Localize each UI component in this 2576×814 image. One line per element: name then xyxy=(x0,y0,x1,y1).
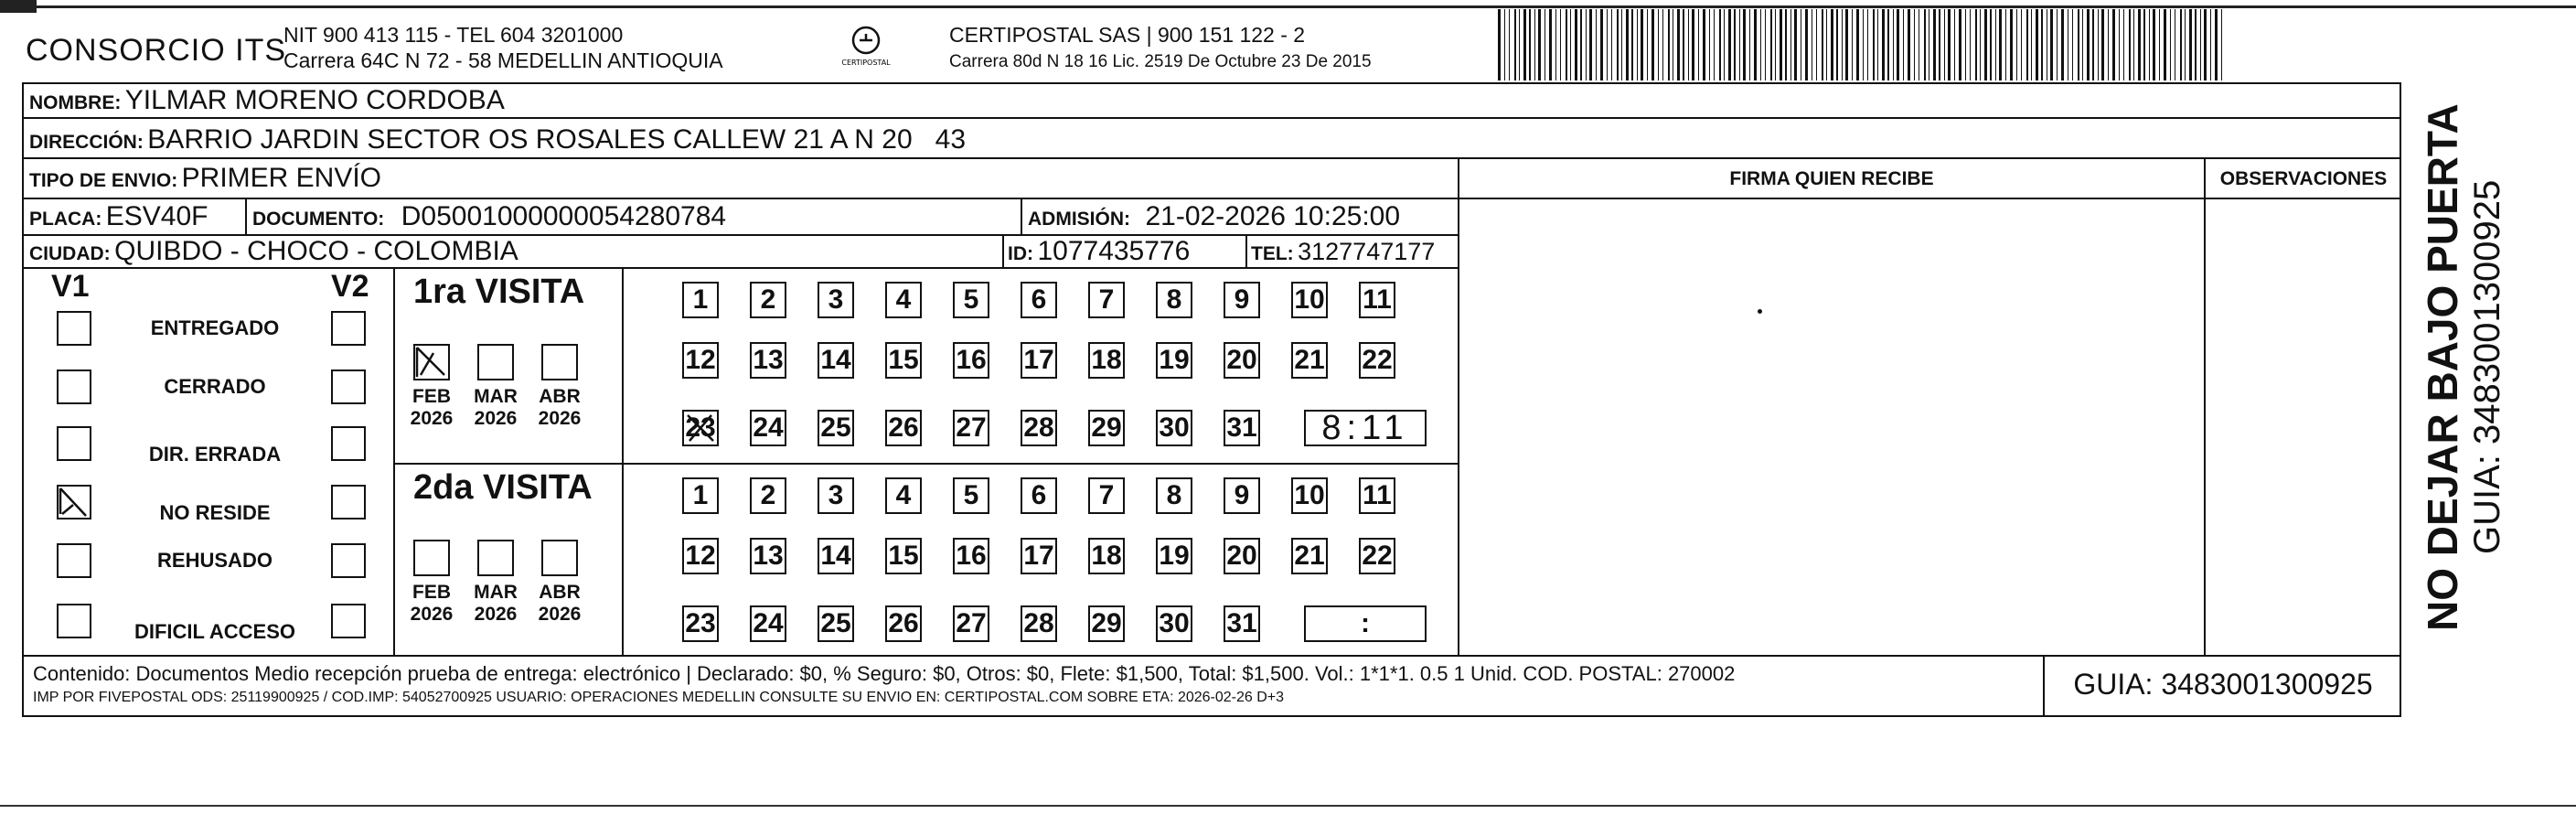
tel-label: TEL: xyxy=(1251,243,1294,264)
visit2-day-16[interactable]: 16 xyxy=(953,538,989,574)
visit2-day-14[interactable]: 14 xyxy=(818,538,854,574)
side-guia: GUIA: 3483001300925 xyxy=(2467,179,2507,554)
barcode-bar xyxy=(2185,9,2186,80)
certipostal-logo xyxy=(834,22,898,73)
month-name: MAR xyxy=(474,582,518,603)
barcode-bar xyxy=(1975,9,1977,80)
barcode-bar xyxy=(2129,9,2131,80)
barcode-bar xyxy=(2072,9,2073,80)
visit1-day-30[interactable]: 30 xyxy=(1156,410,1192,446)
no-dejar-warning: NO DEJAR BAJO PUERTA xyxy=(2419,103,2466,631)
barcode-bar xyxy=(1845,9,1848,80)
visit2-day-6[interactable]: 6 xyxy=(1021,477,1057,514)
barcode-bar xyxy=(1621,9,1622,80)
barcode-bar xyxy=(2082,9,2083,80)
v1-checkbox-3[interactable] xyxy=(57,426,91,461)
barcode-bar xyxy=(1908,9,1910,80)
visit2-time-box[interactable]: : xyxy=(1304,605,1427,642)
barcode-bar xyxy=(2101,9,2104,80)
barcode-bar xyxy=(1882,9,1885,80)
month-year: 2026 xyxy=(410,408,454,429)
barcode-bar xyxy=(1688,9,1689,80)
v2-checkbox-2[interactable] xyxy=(331,370,366,404)
barcode-bar xyxy=(1954,9,1955,80)
month-name: ABR xyxy=(539,386,581,407)
day-number: 23 xyxy=(685,412,716,443)
barcode-bar xyxy=(2031,9,2032,80)
visit2-day-15[interactable]: 15 xyxy=(885,538,922,574)
barcode-bar xyxy=(1856,9,1859,80)
barcode-bar xyxy=(1933,9,1936,80)
barcode-bar xyxy=(2221,9,2222,80)
visit1-day-5[interactable]: 5 xyxy=(953,282,989,318)
placa-value: ESV40F xyxy=(105,201,208,231)
barcode-bar xyxy=(1714,9,1715,80)
company-address: Carrera 64C N 72 - 58 MEDELLIN ANTIOQUIA xyxy=(283,48,723,72)
barcode-bar xyxy=(1903,9,1904,80)
barcode-bar xyxy=(1995,9,1996,80)
barcode-bar xyxy=(1555,9,1556,80)
barcode-bar xyxy=(1887,9,1889,80)
visit1-day-4[interactable]: 4 xyxy=(885,282,922,318)
barcode-bar xyxy=(1514,9,1516,80)
nombre-label: NOMBRE: xyxy=(29,92,122,113)
barcode-bar xyxy=(1570,9,1571,80)
visit2-day-28[interactable]: 28 xyxy=(1021,605,1057,642)
visit2-day-26[interactable]: 26 xyxy=(885,605,922,642)
barcode-bar xyxy=(2112,9,2115,80)
month-year: 2026 xyxy=(474,408,518,429)
barcode-bar xyxy=(1709,9,1710,80)
top-border xyxy=(0,5,2576,8)
visit1-month-mar-checkbox[interactable] xyxy=(477,344,514,380)
barcode-bar xyxy=(2149,9,2150,80)
barcode-bar xyxy=(1611,9,1612,80)
tipo-label: TIPO DE ENVIO: xyxy=(29,170,178,191)
visit2-month-feb-checkbox[interactable] xyxy=(413,540,450,576)
barcode-bar xyxy=(1924,9,1926,80)
visit2-day-18[interactable]: 18 xyxy=(1088,538,1125,574)
barcode-bar xyxy=(1566,9,1567,80)
barcode-bar xyxy=(1560,9,1561,80)
barcode-bar xyxy=(1647,9,1648,80)
barcode-bar xyxy=(1600,9,1603,80)
visit2-day-30[interactable]: 30 xyxy=(1156,605,1192,642)
barcode-bar xyxy=(1677,9,1680,80)
barcode-bar xyxy=(2108,9,2109,80)
barcode-bar xyxy=(1984,9,1987,80)
tel-row xyxy=(1251,238,1435,266)
placa-row xyxy=(29,201,208,232)
barcode-bar xyxy=(1893,9,1894,80)
v1-header: V1 xyxy=(51,269,90,304)
status-label-5: REHUSADO xyxy=(157,549,273,572)
id-label: ID: xyxy=(1008,243,1033,264)
barcode-bar xyxy=(1504,9,1505,80)
direccion-label: DIRECCIÓN: xyxy=(29,132,144,153)
barcode-bar xyxy=(1739,9,1740,80)
row-divider xyxy=(22,157,2401,159)
barcode-bar xyxy=(1519,9,1520,80)
barcode-bar xyxy=(1538,9,1541,80)
visit2-day-20[interactable]: 20 xyxy=(1224,538,1260,574)
month-year: 2026 xyxy=(538,604,582,625)
v2-checkbox-1[interactable] xyxy=(331,311,366,346)
barcode-bar xyxy=(2092,9,2094,80)
barcode-bar xyxy=(1651,9,1654,80)
barcode-bar xyxy=(1662,9,1663,80)
barcode-bar xyxy=(2138,9,2141,80)
col-divider xyxy=(1458,157,1459,657)
visit2-month-abr-checkbox[interactable] xyxy=(541,540,578,576)
admision-label: ADMISIÓN: xyxy=(1028,209,1130,230)
visit2-day-4[interactable]: 4 xyxy=(885,477,922,514)
barcode-bar xyxy=(1724,9,1725,80)
company-nit: NIT 900 413 115 - TEL 604 3201000 xyxy=(283,23,624,47)
nombre-value: YILMAR MORENO CORDOBA xyxy=(124,85,505,115)
visit2-day-23[interactable]: 23 xyxy=(682,605,719,642)
barcode-bar xyxy=(1596,9,1597,80)
visit1-day-31[interactable]: 31 xyxy=(1224,410,1260,446)
visit1-month-label xyxy=(468,386,523,430)
month-year: 2026 xyxy=(410,604,454,625)
visit1-day-16[interactable]: 16 xyxy=(953,342,989,379)
barcode-bar xyxy=(1749,9,1750,80)
status-label-6: DIFICIL ACCESO xyxy=(134,620,295,643)
barcode-bar xyxy=(1692,9,1694,80)
visit1-day-29[interactable]: 29 xyxy=(1088,410,1125,446)
barcode-bar xyxy=(2204,9,2207,80)
barcode-bar xyxy=(1668,9,1670,80)
placa-label: PLACA: xyxy=(29,209,102,230)
visit1-month-label xyxy=(404,386,459,430)
v2-checkbox-5[interactable] xyxy=(331,543,366,578)
barcode-bar xyxy=(2087,9,2090,80)
visit1-day-17[interactable]: 17 xyxy=(1021,342,1057,379)
certipostal-address: Carrera 80d N 18 16 Lic. 2519 De Octubre 23 De 2015 xyxy=(949,52,1372,71)
barcode-bar xyxy=(2026,9,2028,80)
v1-checkbox-5[interactable] xyxy=(57,543,91,578)
barcode-bar xyxy=(1523,9,1526,80)
signature-dot xyxy=(1758,309,1762,314)
visit2-day-25[interactable]: 25 xyxy=(818,605,854,642)
visit1-day-19[interactable]: 19 xyxy=(1156,342,1192,379)
visit2-day-5[interactable]: 5 xyxy=(953,477,989,514)
visit2-day-19[interactable]: 19 xyxy=(1156,538,1192,574)
status-label-2: CERRADO xyxy=(164,375,266,398)
firma-header: FIRMA QUIEN RECIBE xyxy=(1729,168,1934,189)
barcode-bar xyxy=(1637,9,1638,80)
barcode-bar xyxy=(1863,9,1864,80)
barcode-bar xyxy=(1703,9,1705,80)
barcode-bar xyxy=(2164,9,2166,80)
visit1-day-20[interactable]: 20 xyxy=(1224,342,1260,379)
visit2-day-22[interactable]: 22 xyxy=(1359,538,1395,574)
barcode-bar xyxy=(2215,9,2218,80)
barcode-bar xyxy=(1826,9,1827,80)
v1-checkbox-4[interactable] xyxy=(57,485,91,519)
barcode-bar xyxy=(1509,9,1510,80)
barcode-bar xyxy=(2119,9,2120,80)
barcode-bar xyxy=(1897,9,1899,80)
visit1-day-15[interactable]: 15 xyxy=(885,342,922,379)
barcode-bar xyxy=(1970,9,1971,80)
barcode-bar xyxy=(1877,9,1878,80)
visit1-month-feb-checkbox[interactable] xyxy=(413,344,450,380)
id-row xyxy=(1008,236,1190,267)
visit2-month-label xyxy=(404,582,459,626)
row-divider xyxy=(22,198,2401,199)
direccion-value: BARRIO JARDIN SECTOR OS ROSALES CALLEW 21 A N 20 43 xyxy=(147,124,967,155)
barcode-bar xyxy=(1790,9,1791,80)
visit2-month-label xyxy=(468,582,523,626)
barcode-bar xyxy=(1990,9,1992,80)
ciudad-row xyxy=(29,236,518,267)
barcode-bar xyxy=(2057,9,2058,80)
barcode-bar xyxy=(1939,9,1940,80)
status-label-4: NO RESIDE xyxy=(159,501,271,524)
admision-row xyxy=(1028,201,1400,232)
footer-imp: IMP POR FIVEPOSTAL ODS: 25119900925 / COD.IMP: 54052700925 USUARIO: OPERACIONES MEDELLIN CONSULTE SU ENVIO EN: CERTIPOSTAL.COM SOBRE ETA: 2026-02-26 D+3 xyxy=(33,690,1285,705)
visit1-day-24[interactable]: 24 xyxy=(750,410,786,446)
visit1-day-28[interactable]: 28 xyxy=(1021,410,1057,446)
visit-title-1: 1ra VISITA xyxy=(413,273,585,311)
footer-contenido: Contenido: Documentos Medio recepción prueba de entrega: electrónico | Declarado: $0, % Seguro: $0, Otros: $0, Flete: $1,500, Total: $1,500. Vol.: 1*1*1. 0.5 1 Unid. COD. POSTAL: 270002 xyxy=(33,662,1736,685)
id-value: 1077435776 xyxy=(1037,236,1191,266)
status-label-3: DIR. ERRADA xyxy=(148,443,282,466)
visit2-day-3[interactable]: 3 xyxy=(818,477,854,514)
barcode-bar xyxy=(1719,9,1721,80)
barcode-bar xyxy=(1770,9,1772,80)
barcode-bar xyxy=(2016,9,2017,80)
visit1-day-23[interactable] xyxy=(682,410,719,446)
barcode-bar xyxy=(1529,9,1531,80)
visit1-day-22[interactable]: 22 xyxy=(1359,342,1395,379)
footer-guia: GUIA: 3483001300925 xyxy=(2073,668,2373,701)
barcode-bar xyxy=(1822,9,1823,80)
barcode-bar xyxy=(1831,9,1833,80)
visit2-month-label xyxy=(532,582,587,626)
barcode-bar xyxy=(1765,9,1766,80)
v2-header: V2 xyxy=(331,269,369,304)
visit1-day-6[interactable]: 6 xyxy=(1021,282,1057,318)
visit1-time-box[interactable]: 8:11 xyxy=(1304,410,1427,446)
barcode-bar xyxy=(1754,9,1757,80)
visit2-day-21[interactable]: 21 xyxy=(1291,538,1328,574)
certipostal-name: CERTIPOSTAL SAS | 900 151 122 - 2 xyxy=(949,23,1306,47)
barcode-bar xyxy=(1965,9,1966,80)
visit1-day-2[interactable]: 2 xyxy=(750,282,786,318)
barcode-bar xyxy=(1626,9,1629,80)
barcode-bar xyxy=(2061,9,2064,80)
barcode-bar xyxy=(1743,9,1746,80)
barcode-bar xyxy=(2153,9,2155,80)
visit1-month-abr-checkbox[interactable] xyxy=(541,344,578,380)
barcode xyxy=(1498,9,2229,80)
barcode-bar xyxy=(1914,9,1915,80)
barcode-bar xyxy=(2036,9,2038,80)
month-name: MAR xyxy=(474,386,518,407)
barcode-bar xyxy=(1842,9,1843,80)
visit-title-2: 2da VISITA xyxy=(413,468,593,507)
barcode-bar xyxy=(2123,9,2124,80)
barcode-bar xyxy=(1948,9,1951,80)
month-name: FEB xyxy=(412,386,451,407)
barcode-bar xyxy=(1534,9,1535,80)
barcode-bar xyxy=(2189,9,2192,80)
visit2-day-2[interactable]: 2 xyxy=(750,477,786,514)
barcode-bar xyxy=(1852,9,1853,80)
barcode-bar xyxy=(1549,9,1552,80)
barcode-bar xyxy=(2170,9,2171,80)
barcode-bar xyxy=(1873,9,1875,80)
visit1-day-13[interactable]: 13 xyxy=(750,342,786,379)
visit1-day-10[interactable]: 10 xyxy=(1291,282,1328,318)
barcode-bar xyxy=(1785,9,1787,80)
v1-checkbox-1[interactable] xyxy=(57,311,91,346)
logo-text: CERTIPOSTAL xyxy=(841,59,891,67)
barcode-bar xyxy=(2200,9,2201,80)
month-year: 2026 xyxy=(538,408,582,429)
barcode-bar xyxy=(1760,9,1761,80)
barcode-bar xyxy=(1658,9,1659,80)
visit2-day-29[interactable]: 29 xyxy=(1088,605,1125,642)
barcode-bar xyxy=(2098,9,2099,80)
company-name: CONSORCIO ITS xyxy=(26,33,287,68)
visit2-day-11[interactable]: 11 xyxy=(1359,477,1395,514)
visit1-day-18[interactable]: 18 xyxy=(1088,342,1125,379)
barcode-bar xyxy=(1617,9,1619,80)
tipo-row xyxy=(29,163,381,194)
visit1-day-9[interactable]: 9 xyxy=(1224,282,1260,318)
barcode-bar xyxy=(1794,9,1797,80)
tipo-value: PRIMER ENVÍO xyxy=(181,163,382,193)
barcode-bar xyxy=(1575,9,1577,80)
barcode-bar xyxy=(2159,9,2160,80)
barcode-bar xyxy=(1734,9,1736,80)
visit1-day-27[interactable]: 27 xyxy=(953,410,989,446)
visit1-day-12[interactable]: 12 xyxy=(682,342,719,379)
visit2-day-12[interactable]: 12 xyxy=(682,538,719,574)
barcode-bar xyxy=(1631,9,1633,80)
visit1-day-26[interactable]: 26 xyxy=(885,410,922,446)
row-divider xyxy=(22,267,1458,269)
barcode-bar xyxy=(1775,9,1776,80)
visit2-day-24[interactable]: 24 xyxy=(750,605,786,642)
v2-checkbox-6[interactable] xyxy=(331,604,366,638)
visit1-day-8[interactable]: 8 xyxy=(1156,282,1192,318)
visit1-day-1[interactable]: 1 xyxy=(682,282,719,318)
barcode-bar xyxy=(1959,9,1961,80)
barcode-bar xyxy=(2021,9,2022,80)
visit1-day-25[interactable]: 25 xyxy=(818,410,854,446)
visit2-day-9[interactable]: 9 xyxy=(1224,477,1260,514)
visit2-month-mar-checkbox[interactable] xyxy=(477,540,514,576)
barcode-bar xyxy=(2005,9,2006,80)
barcode-bar xyxy=(2133,9,2134,80)
month-name: ABR xyxy=(539,582,581,603)
barcode-bar xyxy=(2050,9,2053,80)
barcode-bar xyxy=(2078,9,2079,80)
admision-value: 21-02-2026 10:25:00 xyxy=(1145,201,1401,231)
barcode-bar xyxy=(1580,9,1582,80)
visit2-day-31[interactable]: 31 xyxy=(1224,605,1260,642)
row-divider xyxy=(22,117,2401,119)
direccion-row xyxy=(29,124,966,155)
visit2-day-17[interactable]: 17 xyxy=(1021,538,1057,574)
barcode-bar xyxy=(1999,9,2002,80)
nombre-row xyxy=(29,85,505,116)
v2-checkbox-3[interactable] xyxy=(331,426,366,461)
barcode-bar xyxy=(2143,9,2145,80)
visit1-day-3[interactable]: 3 xyxy=(818,282,854,318)
barcode-bar xyxy=(1698,9,1699,80)
barcode-bar xyxy=(2010,9,2013,80)
v1-checkbox-6[interactable] xyxy=(57,604,91,638)
visit1-month-label xyxy=(532,386,587,430)
barcode-bar xyxy=(1836,9,1838,80)
observaciones-header: OBSERVACIONES xyxy=(2219,168,2388,189)
barcode-bar xyxy=(1728,9,1731,80)
month-name: FEB xyxy=(412,582,451,603)
visit1-day-14[interactable]: 14 xyxy=(818,342,854,379)
barcode-bar xyxy=(1589,9,1592,80)
barcode-bar xyxy=(1498,9,1501,80)
visit2-day-1[interactable]: 1 xyxy=(682,477,719,514)
documento-row xyxy=(252,201,726,232)
barcode-bar xyxy=(1816,9,1817,80)
month-year: 2026 xyxy=(474,604,518,625)
barcode-bar xyxy=(1607,9,1608,80)
visit1-day-11[interactable]: 11 xyxy=(1359,282,1395,318)
visit1-day-21[interactable]: 21 xyxy=(1291,342,1328,379)
visit2-day-7[interactable]: 7 xyxy=(1088,477,1125,514)
barcode-bar xyxy=(1683,9,1684,80)
barcode-bar xyxy=(1641,9,1643,80)
ciudad-label: CIUDAD: xyxy=(29,243,111,264)
barcode-bar xyxy=(1586,9,1587,80)
status-label-1: ENTREGADO xyxy=(150,316,280,339)
documento-value: D05001000000054280784 xyxy=(401,201,727,231)
visit2-day-8[interactable]: 8 xyxy=(1156,477,1192,514)
v1-checkbox-2[interactable] xyxy=(57,370,91,404)
visit1-day-7[interactable]: 7 xyxy=(1088,282,1125,318)
visit2-day-27[interactable]: 27 xyxy=(953,605,989,642)
barcode-bar xyxy=(2180,9,2182,80)
barcode-bar xyxy=(1867,9,1868,80)
barcode-bar xyxy=(2210,9,2211,80)
barcode-bar xyxy=(2041,9,2043,80)
barcode-bar xyxy=(1944,9,1945,80)
barcode-bar xyxy=(2195,9,2197,80)
ciudad-value: QUIBDO - CHOCO - COLOMBIA xyxy=(114,236,518,266)
barcode-bar xyxy=(1780,9,1782,80)
tel-value: 3127747177 xyxy=(1298,238,1436,265)
barcode-bar xyxy=(1805,9,1808,80)
visit2-day-10[interactable]: 10 xyxy=(1291,477,1328,514)
visit2-day-13[interactable]: 13 xyxy=(750,538,786,574)
top-border-mark xyxy=(0,0,37,13)
documento-label: DOCUMENTO: xyxy=(252,209,385,230)
col-divider xyxy=(2204,157,2206,657)
bottom-edge xyxy=(0,805,2576,807)
v2-checkbox-4[interactable] xyxy=(331,485,366,519)
barcode-bar xyxy=(1980,9,1981,80)
